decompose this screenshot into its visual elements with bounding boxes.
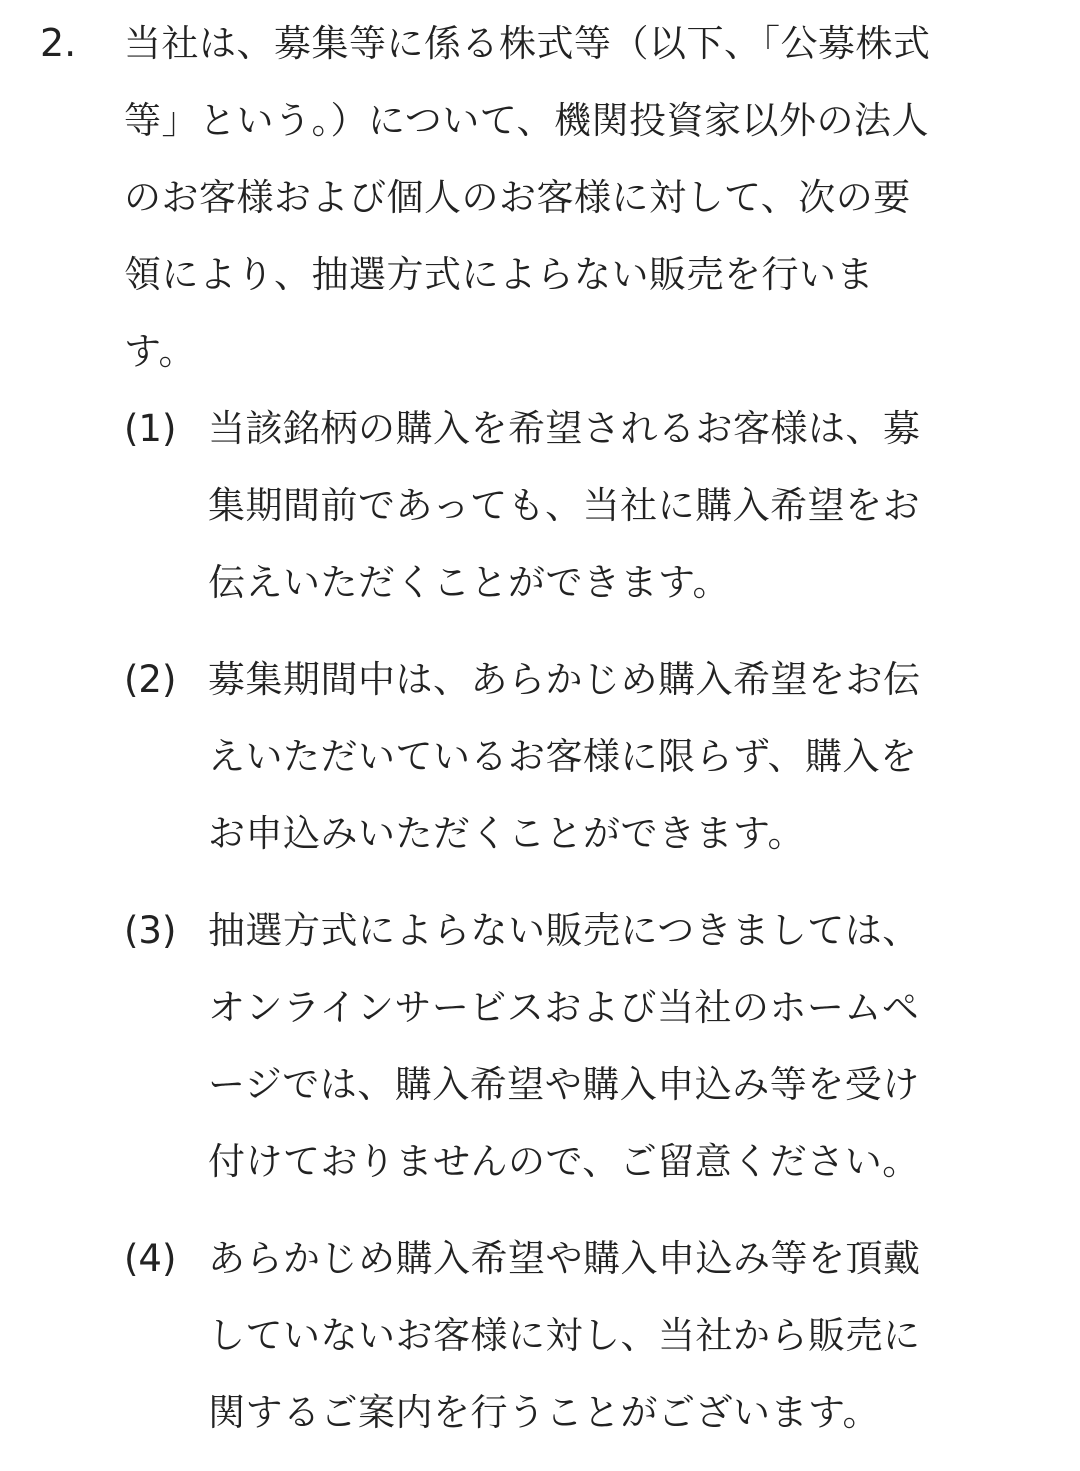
text-line: 付けておりませんので、ご留意ください。 [208, 1140, 920, 1183]
text-line: えいただいているお客様に限らず、購入を [208, 735, 918, 778]
text-line: 当社は、募集等に係る株式等（以下、「公募株式 [124, 22, 931, 65]
text-line: オンラインサービスおよび当社のホームペ [208, 986, 920, 1029]
sub-item-number: (3) [124, 909, 177, 952]
text-line: お申込みいただくことができます。 [208, 812, 806, 855]
list-item-number: 2. [40, 21, 77, 65]
sub-item-3 [0, 892, 1080, 1200]
text-line: のお客様および個人のお客様に対して、次の要 [124, 176, 911, 219]
list-item-2 [0, 0, 1080, 390]
sub-item-number: (2) [124, 658, 177, 701]
sub-item-1 [0, 390, 1080, 621]
text-line: 集期間前であっても、当社に購入希望をお [208, 484, 921, 527]
text-line: 等」という。）について、機関投資家以外の法人 [124, 99, 930, 142]
sub-item-number: (4) [124, 1237, 177, 1280]
sub-list [0, 390, 1080, 1451]
sub-item-4 [0, 1220, 1080, 1451]
text-line: 当該銘柄の購入を希望されるお客様は、募 [208, 407, 921, 450]
text-line: 抽選方式によらない販売につきましては、 [208, 909, 920, 952]
sub-item-2 [0, 641, 1080, 872]
text-line: あらかじめ購入希望や購入申込み等を頂戴 [208, 1237, 921, 1280]
text-line: ージでは、購入希望や購入申込み等を受け [208, 1063, 920, 1106]
text-line: 領により、抽選方式によらない販売を行いま [124, 253, 874, 296]
text-line: 伝えいただくことができます。 [208, 561, 731, 604]
text-line: 募集期間中は、あらかじめ購入希望をお伝 [208, 658, 921, 701]
list-item-text [124, 5, 1080, 390]
text-line: す。 [124, 330, 197, 373]
text-line: 関するご案内を行うことがございます。 [208, 1391, 881, 1434]
text-line: していないお客様に対し、当社から販売に [208, 1314, 921, 1357]
sub-item-number: (1) [124, 407, 177, 450]
